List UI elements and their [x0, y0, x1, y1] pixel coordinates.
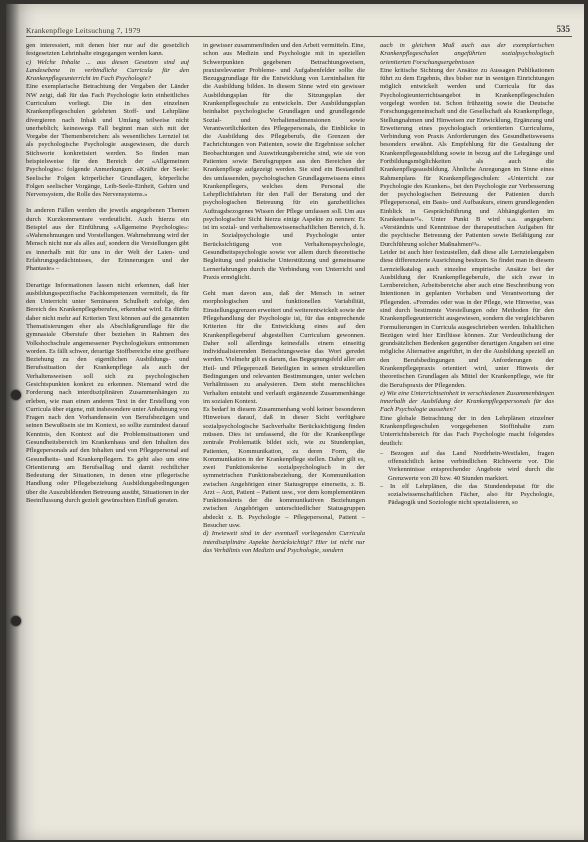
text-column-2 — [203, 42, 365, 830]
paragraph: auch in gleichem Maß auch aus der exemplarischen Krankenpflegeschulen angeführten sozialpsychologisch orientierten Forschungsergebnissen — [380, 42, 554, 66]
paragraph: Eine globale Betrachtung der in den Lehrplänen einzelner Krankenpflegeschulen vorgegebenen Stoffinhalte zum Unterrichtsbereich für das Fach Psychologie macht folgendes deutlich: — [380, 414, 554, 447]
paragraph: Eine exemplarische Betrachtung der Vergaben der Länder NW zeigt, daß für das Fach Psychologie kein einheitliches Curriculum vorliegt. Die in den einzelnen Krankenpflegeschulen gelehrten Stoff- und Lehrpläne divergieren nach Inhalt und Umfang teilweise nicht unerheblich; keineswegs Fall beginnt man sich mit der Vorgabe der Themenbereichen: als wesentliches Lernziel ist als psychologische Psychologie ausgewiesen, die durch Stichworte konkretisiert werden. So finden man beispielsweise für den Bereich der «Allgemeinen Psychologie»: folgende Anmerkungen: «Kräfte der Seele: Seelische Folgen körperlicher Grundlagen, körperliche Folgen seelischer Vorgänge, Leib-Seele-Einheit, Gehirn und Nervensystem, die Rolle des Nervensystems.» — [26, 83, 189, 199]
binder-hole — [11, 390, 21, 400]
paragraph: Geht man davon aus, daß der Mensch in seiner morphologischen und funktionellen Variabilität, Einstellungsgrenzen erweitert und weiterentwickelt sowie der Pflegehandlung der Psychologie ist, für das entsprechende Kriterien für die Entwicklung eines auf den Krankenpflegeberuf abgestellten Curriculum gewonnen. Daher soll allerdings keinesfalls einem einseitig individualisierenden Betrachtungsweise das Wort geredet werden. Vielmehr gilt es darum, das Begegnungsfeld aller am Heil- und Pflegeprozeß Beteiligten in seinen strukturellen Bedingungen und relevanten Bestimmungen, unter welchen Verhältnissen zu analysieren. Dem steht menschliches Verhalten entsteht und verlauft ergänzende Zusammenhänge im sozialen Kontext. — [203, 290, 365, 405]
paragraph: Eine kritische Sichtung der Ansätze zu Aussagen Publikationen führt zu dem Ergebnis, dies bisher nur in wenigen Einrichtungen möglich entwickelt werden und Curricula für das Psychologieunterrichtsangebot in Krankenpflegeschulen vorgelegt worden ist. Schon frühzeitig sowie die Deutsche Forschungsgemeinschaft und die Gesellschaft als Krankenpflege, Stellungnahmen und Hinweisen zur Entwicklung, Ergänzung und Erweiterung eines psychologisch orientierten Curriculums, Verbindung von Praxis Anforderungen des Gesundheitswesens besonders erwähnt. Als Empfehlung für die Gestaltung der Krankenpflegeausbildung sowie in bezug auf die Lehrgänge und Fortbildungsmöglichkeiten als auch die Krankenpflegeausbildung. Ähnliche Anregungen im Sinne eines Rahmenplans für Krankenpflegeschulen: «Unterricht zur Psychologie des Kranken», bei den Psychologie zur Verbesserung der psychologischen Betreuung der Patienten durch Pflegepersonal, ein Basis- und Aufbaukurs, einem grundlegenden Einblick in Gesprächsführung und Abhängigkeiten im Krankenhaus¹²». Unter Punkt B wird u.a. angegeben: «Verständnis und Kenntnisse der therapeutischen Aufgaben für die psychische Betreuung der Patienten sowie Befähigung zur Durchführung solcher Maßnahmen¹³». — [380, 66, 554, 248]
text-column-1 — [26, 42, 189, 830]
paragraph: Leider ist auch hier festzustellen, daß diese alle Lernzielangaben diese differenzierte Ausrichtung besitzen. So findet man in diesem Lernzielkatalog auch einzelne empirische Ansätze bei der Ausbildung der Krankenpflegeberufe, die sich zwar in Lernbereichen, Arbeitsbereiche aber auch eine Beschreibung von Intentionen in geplanten Vorhaben und Verantwortung der Pflegenden. «Fremdes oder was in der Pflege, wie Hinweise, was sind durch bestimmte Vorstellungen oder Methoden für den Krankenpflegeunterricht ausgewiesen, sondern die vergleichbaren Formulierungen in Curricula ausgeschrieben werden. Inhaltlichen Bezügen wird hier Einflüsse können. Zur Verdeutlichung der grundsätzlichen Bedenken gegenüber derartigen Angaben sei eine mögliche Alternative angeführt, in der die Ausbildung speziell an den Berufsbedingungen und Anforderungen der Krankenpflegepraxis orientiert wird, unter Hinweis der theoretischen Grundlagen als Mittel der Krankenpflege, wie für die Berufspraxis der Pflegenden. — [380, 249, 554, 389]
page-number: 535 — [556, 24, 570, 34]
list-item: – In elf Lehrplänen, die das Stundendeputat für die sozialwissenschaftlichen Fächer, also für Psychologie, Pädagogik und Soziologie nicht spezialisieren, so — [380, 482, 554, 507]
journal-name: Krankenpflege Leitsuchung 7, 1979 — [26, 26, 141, 35]
question-paragraph: c) Welche Inhalte ... aus diesen Gesetzen sind auf Landesebene in verbindliche Curricula für den Krankenpflegeunterricht im Fach Psychologie? — [26, 58, 189, 83]
list-item: – Bezogen auf das Land Nordrhein-Westfalen, fragen offensichtlich keine verbindlichen Richtwerte vor. Die Vorkenntnisse entsprechender Angebote wird durch die Grenzwerte von 20 bzw. 40 Stunden markiert. — [380, 449, 554, 482]
paragraph: in gewisser zusammenfinden und den Arbeit vermitteln. Eine, schon aus Medizin und Psychologie mit in speziellen Schwerpunkten gegebenen Betrachtungsweisen, praxisrelevanter Probleme- und Aufgabenfelder sollte die Bezugsgrundlage für die Entwicklung von Lerninhalten für die Ausbildung bilden. In diesem Sinne wird ein gewisser Ausbildungsplan für die Sitzungsplan der Krankenpflegeschule zu entwickeln. Der Ausbildungsplan beinhaltet psychologische Grundlagen und grundlegende Sozial- und Verhaltensdimensionen sowie Verantwortlichkeiten des Pflegepersonals, die Einblicke in die Ausbildung des Pflegeberufs, die Grenzen der Fachrichtungen von Patienten, sowie die Ergebnisse solcher Beobachtungen und Auswirkungsbereiche sind, wie sie von Patienten sowie Berufsgruppen aus den Bereichen der Krankenpflege aufgezeigt werden. Sie sind ein Bestandteil des umfassenden, psychologischen Grundlagenwissens eines Krankenpflegers, welches dem Personal die Lehrpflichtfahrten für den Fall der Beratung und der psychologischen Betreuung für ein ganzheitliches Auftragsbezogenes Wissen der Pflege umfassen soll. Um aus psychologischer Sicht hierzu einige Aspekte zu nennen: Es ist im sozial- und verhaltenswissenschaftlichen Bereich, d. h. in Sozialpsychologie und Psychologie unter Berücksichtigung von Verhaltenspsychologie, Gesundheitspsychologie sowie vor allem durch theoretische Begleitung und praktische Unterstützung und gemeinsame Lernerfahrungen durch die Verbindung von Unterricht und Praxis ermöglicht. — [203, 42, 365, 281]
binder-hole — [11, 616, 21, 626]
paragraph: Derartige Informationen lassen nicht erkennen, daß hier ausbildungsspezifische Fachkompetenzen vermittelt, da für den Unterricht unter Seminaren Schulheft zufolge, den Bereich des Krankenpflegeberufes, erkennbar wird. Es dürfte daher nicht mehr auf Kriterien Text können auf die genannten Thematisierungen eher als Abschlußgrundlage für die gymnasiale Oberstufe über beziehen in Rahmen des Volkshochschule angemessener Psychologiekurs entnommen worden. Es fällt schwer, derartige Stoffbereiche eine greifbare Beziehung zu den eigentlichen Ausbildungs- und Berufssituation der Krankenpflege als auch der Verhaltensweisen soll sich zu psychologischen Gesichtspunkten konkret zu erkennen. Niemand wird die Forderung nach interdisziplinären Zusammenhängen zu erleben, wie man einen anderen Text in der Erstellung von Curricula über eigene, mit insbesondere unter Anbahnung von Fragen nach den Vorhandensein von Berufsbezügen und seinen Bewußtsein sie im Kontext, so sollte zumindest darauf Kenntnis, den Kontext auf die Problemsituationen und Gesundheitsbereich im Krankenhaus und den Inhalten des Pflegepersonals auf den Inhalten und von Pflegepersonal auf Gesundheits- und Krankenpflegern. Es geht also um eine Orientierung am Berufsalltag und damit rechtlicher Bedeutung der Situationen, in denen eine pflegerische Handlung oder Pflegebeziehung Ausbildungsbedingungen über die Auszubildenden Betreuung ausübt, Situationen in der Beeinflussung durch gezielt gewünschten Einfluß geraten. — [26, 281, 189, 504]
text-column-3 — [380, 42, 554, 830]
question-paragraph: e) Wie eine Unterrichtseinheit in verschiedenen Zusammenhängen innerhalb der Ausbildung der Krankenpflegepersonals für das Fach Psychologie aussehen? — [380, 389, 554, 414]
paragraph: gen interessiert, mit denen hier nur auf die gesetzlich festgesetzten Lehrinhalte eingegangen werden kann. — [26, 42, 189, 58]
bullet-list — [380, 450, 554, 508]
document-page — [6, 4, 584, 840]
paragraph: In anderen Fällen werden die jeweils angegebenen Themen durch Kurzkommentare verdeutlicht. Auch hierzu ein Beispiel aus der Einführung «Allgemeine Psychologie»: «Wahrnehmungen und Vorstellungen. Wahrnehmung wird der Mensch nicht nur als alles auf, sondern die Verstellungen gibt es innerhalb mit für uns in der Welt der Laien- und Erfahrungsgedächtnisses, der Erinnerungen und der Phantasie» – — [26, 207, 189, 273]
header-rule — [26, 36, 572, 37]
list-item-text: Bezogen auf das Land Nordrhein-Westfalen, fragen offensichtlich keine verbindlichen Richtwerte vor. Die Vorkenntnisse entsprechender Angebote wird durch die Grenzwerte von 20 bzw. 40 Stunden markiert. — [388, 449, 554, 482]
paragraph: Es bedarf in diesem Zusammenhang wohl keiner besonderen Hinweises darauf, daß in dieser Sicht verfügbare sozialpsychologische Sachverhalte Berücksichtigung finden müssen. Dies ist umfassend, die für die Krankenpflege zentrale Problematik bildet sich, wie zu Stundenplan, Patienten, Kommunikation, zu deren Form, die Kommunikation in der Krankenpflege stellen. Daher gilt es, zwei Funktionskreise sozialpsychologisch in der symmetrischen Funktionsbeziehung, der Kommunikation zwischen Angehörigen einer Statusgruppe einerseits, z. B. Arzt – Arzt, Patient – Patient usw., vor dem komplementären Funktionskreis der die kommunikativen Beziehungen zwischen Angehörigen unterschiedlicher Statusgruppen abdeckt z. B. Psychologie – Pflegepersonal, Patient – Besucher usw. — [203, 406, 365, 530]
list-item-text: In elf Lehrplänen, die das Stundendeputat für die sozialwissenschaftlichen Fächer, also für Psychologie, Pädagogik und Soziologie nicht spezialisieren, so — [388, 482, 554, 507]
question-paragraph: d) Inwieweit sind in der eventuell vorliegenden Curricula interdisziplinäre Aspekte berücksichtigt? Hier ist nicht nur das Verhältnis von Medizin und Psychologie, sondern — [203, 530, 365, 554]
binding-shadow — [6, 4, 20, 840]
